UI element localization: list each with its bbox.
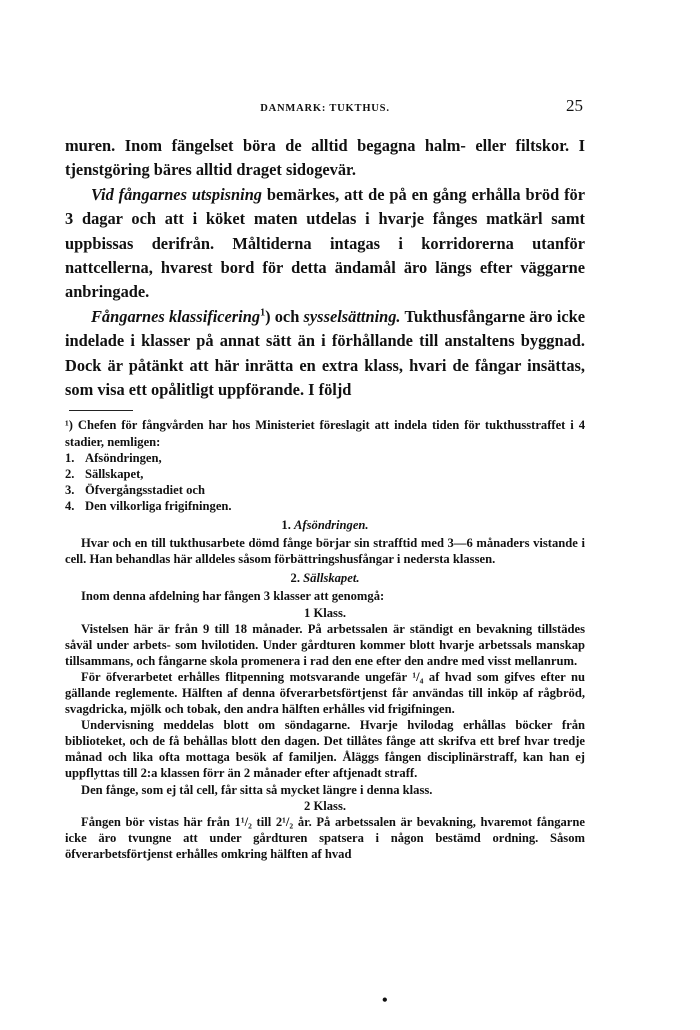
stage-item (65, 498, 585, 514)
section-1-heading (65, 517, 585, 533)
class-1-paragraph-4: Den fånge, som ej tål cell, får sitta så mycket längre i denna klass. (81, 782, 433, 797)
paragraph-2-italic: Vid fångarnes utspisning (91, 184, 262, 204)
class-1-paragraph-2-b: af hvad som gifves efter nu gällande reglemente. Hälften af denna öfverarbetsförtjenst får användas till inköp af rågbröd, svagdricka, mjölk och tobak, den andra hälften erhålles vid frigifningen. (65, 669, 585, 717)
class-2-paragraph-1-a: Fången bör vistas här från (81, 814, 235, 829)
book-page (65, 96, 585, 862)
class-1-paragraph-3: Undervisning meddelas blott om söndagarne. Hvarje hvilodag erhållas böcker från biblioteket, och de få behållas blott den dagen. Det tillåtes fånge att skrifva ett bref hvar tredje månad och lika ofta mottaga besök af familjen. Åläggs fången disciplinärstraff, kan han ej uppflyttas till 2:a klassen förr än 2 månader efter aftjenadt straff. (65, 718, 585, 781)
page-number: 25 (566, 96, 583, 115)
section-2-heading (65, 570, 585, 586)
stage-label: Öfvergångsstadiet och (85, 482, 205, 497)
class-2-heading: 2 Klass. (304, 798, 346, 813)
class-1-heading: 1 Klass. (304, 605, 346, 620)
class-2-paragraph-1-b: till (251, 814, 276, 829)
stage-label: Den vilkorliga frigifningen. (85, 498, 232, 513)
class-1-paragraph-2-a: För öfverarbetet erhålles flitpenning motsvarande ungefär (81, 669, 413, 684)
section-1-text: Hvar och en till tukthusarbete dömd fånge börjar sin strafftid med 3—6 månaders vistande i cell. Han behandlas här alldeles såsom förbättringshusfångar i nedersta klassen. (65, 536, 585, 567)
stage-item (65, 482, 585, 498)
running-head: DANMARK: TUKTHUS. (260, 103, 390, 114)
class-1-paragraph-2 (65, 669, 585, 717)
class-2-paragraph-1-c: år. På arbetssalen är bevakning, hvaremot fångarne icke äro tvungne att under gårdturen spatsera i någon bestämd ordning. Såsom öfverarbetsförtjenst erhålles omkring hälften af hvad (65, 814, 585, 861)
paragraph-2-text: bemärkes, att de på en gång erhålla bröd för 3 dagar och att i köket maten utdelas i hvarje fånges matkärl samt uppbissas derifrån. Måltiderna intagas i korridorerna utanför nattcellerna, hvarest bord för detta ändamål äro längs efter väggarne anbringade. (65, 184, 585, 302)
paragraph-3-mid: ) och (265, 306, 304, 326)
bottom-mark: • (382, 992, 388, 1009)
stage-item (65, 450, 585, 466)
footnote-intro (65, 417, 585, 449)
stage-number: 4. (65, 498, 75, 513)
fraction-two-and-half: 2¹/₂ (275, 814, 294, 829)
section-2-number: 2. (290, 571, 300, 586)
footnote-marker: ¹) (65, 418, 73, 433)
paragraph-3-italic-1: Fångarnes klassificering (91, 306, 261, 326)
main-text (65, 134, 585, 402)
stage-number: 3. (65, 482, 75, 497)
paragraph-1: muren. Inom fängelset böra de alltid begagna halm- eller filtskor. I tjenstgöring bäres alltid draget sidogevär. (65, 136, 585, 180)
fraction-quarter: ¹/₄ (412, 669, 424, 684)
section-1-title: Afsöndringen. (294, 518, 369, 533)
stage-label: Sällskapet, (85, 466, 144, 481)
page-header (65, 96, 585, 122)
stage-number: 1. (65, 450, 75, 465)
stage-label: Afsöndringen, (85, 450, 162, 465)
stage-list (65, 450, 585, 514)
section-1-number: 1. (281, 518, 291, 533)
section-2-intro: Inom denna afdelning har fången 3 klasser att genomgå: (81, 589, 385, 604)
paragraph-3-italic-2: sysselsättning. (303, 306, 401, 326)
stage-number: 2. (65, 466, 75, 481)
fraction-one-and-half: 1¹/₂ (234, 814, 252, 829)
paragraph-3 (65, 305, 585, 403)
footnote-reference: 1 (260, 307, 266, 319)
stage-item (65, 466, 585, 482)
paragraph-3-text: Tukthusfångarne äro icke indelade i klasser på annat sätt än i förhållande till anstaltens byggnad. Dock är påtänkt att här inrätta en extra klass, hvari de fångar insättas, som visa ett opålitligt uppförande. I följd (65, 306, 585, 400)
section-2-title: Sällskapet. (303, 571, 360, 586)
footnote (65, 417, 585, 862)
paragraph-2 (65, 183, 585, 305)
class-2-paragraph-1 (65, 814, 585, 862)
footnote-intro-text: Chefen för fångvården har hos Ministeriet föreslagit att indela tiden för tukthusstraffet i 4 stadier, nemligen: (65, 418, 585, 449)
footnote-divider (69, 410, 133, 411)
class-1-paragraph-1: Vistelsen här är från 9 till 18 månader. På arbetssalen är ständigt en bevakning tillstädes såväl under arbets- som hvilotiden. Under gårdturen kommer blott hvarje arbetssals manskap tillsammans, och fångarne skola promenera i rad den ene efter den andre med visst mellanrum. (65, 621, 585, 668)
